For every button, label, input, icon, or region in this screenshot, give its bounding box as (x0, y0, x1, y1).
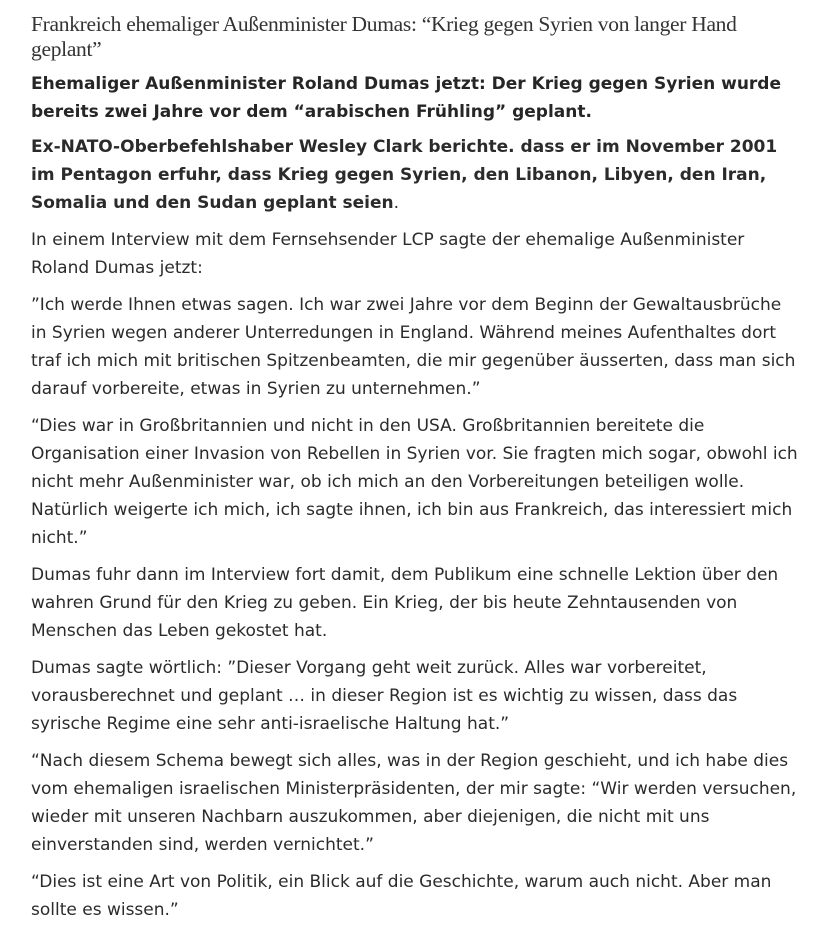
paragraph-quote-england: ”Ich werde Ihnen etwas sagen. Ich war zwei Jahre vor dem Beginn der Gewaltausbrüche in Syrien wegen anderer Unterredungen in England. Während meines Aufenthaltes dort traf ich mich mit britischen Spitzenbeamten, die mir gegenüber äusserten, dass man sich darauf vorbereite, etwas in Syrien zu unternehmen.” (31, 295, 796, 399)
article (31, 12, 801, 933)
paragraph-quote-schema: “Nach diesem Schema bewegt sich alles, was in der Region geschieht, und ich habe dies vom ehemaligen israelischen Ministerpräsidenten, der mir sagte: “Wir werden versuchen, wieder mit unseren Nachbarn auszukommen, aber diejenigen, die nicht mit uns einverstanden sind, werden vernichtet.” (31, 751, 797, 855)
paragraph-lesson: Dumas fuhr dann im Interview fort damit, dem Publikum eine schnelle Lektion über den wahren Grund für den Krieg zu geben. Ein Krieg, der bis heute Zehntausenden von Menschen das Leben gekostet hat. (31, 565, 779, 641)
nato-note-end: . (393, 193, 400, 213)
article-lead: Ehemaliger Außenminister Roland Dumas jetzt: Der Krieg gegen Syrien wurde bereits zwei Jahre vor dem “arabischen Frühling” geplant. (31, 74, 782, 122)
nato-note (31, 133, 801, 217)
article-title: Frankreich ehemaliger Außenminister Dumas: “Krieg gegen Syrien von langer Hand geplant” (31, 12, 737, 61)
nato-note-text: Ex-NATO-Oberbefehlshaber Wesley Clark berichte. dass er im November 2001 im Pentagon erfuhr, dass Krieg gegen Syrien, den Libanon, Libyen, den Iran, Somalia und den Sudan geplant seien (31, 137, 778, 213)
paragraph-quote-britain: “Dies war in Großbritannien und nicht in den USA. Großbritannien bereitete die Organisation einer Invasion von Rebellen in Syrien vor. Sie fragten mich sogar, obwohl ich nicht mehr Außenminister war, ob ich mich an den Vorbereitungen beteiligen wolle. Natürlich weigerte ich mich, ich sagte ihnen, ich bin aus Frankreich, das interessiert mich nicht.” (31, 416, 798, 548)
paragraph-quote-region: Dumas sagte wörtlich: ”Dieser Vorgang geht weit zurück. Alles war vorbereitet, vorausberechnet und geplant … in dieser Region ist es wichtig zu wissen, dass das syrische Regime eine sehr anti-israelische Haltung hat.” (31, 658, 738, 734)
paragraph-intro: In einem Interview mit dem Fernsehsender LCP sagte der ehemalige Außenminister Roland Dumas jetzt: (31, 230, 745, 278)
paragraph-quote-politics: “Dies ist eine Art von Politik, ein Blick auf die Geschichte, warum auch nicht. Aber man sollte es wissen.” (31, 872, 772, 920)
